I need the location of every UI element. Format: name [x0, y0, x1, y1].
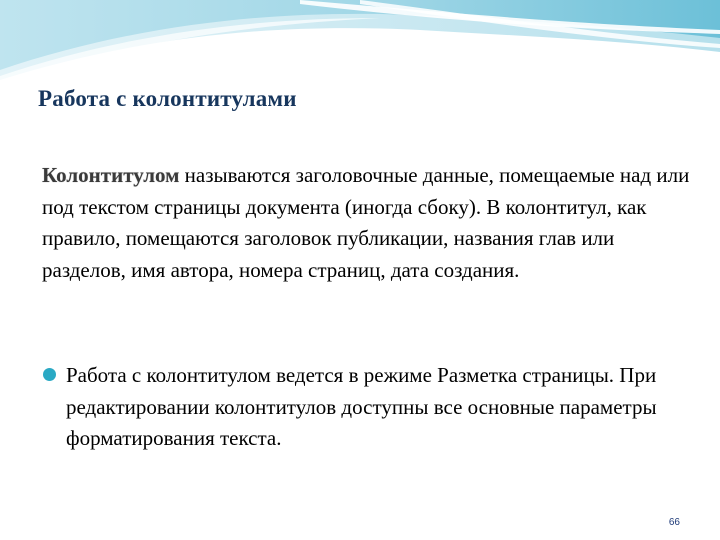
page-number: 66: [668, 517, 680, 528]
definition-paragraph: [42, 160, 692, 286]
bullet-text: Работа с колонтитулом ведется в режиме Разметка страницы. При редактировании колонтитулов доступны все основные параметры форматирования текста.: [66, 363, 657, 450]
slide-title: Работа с колонтитулами: [38, 86, 297, 111]
defined-term: Колонтитулом: [42, 163, 180, 187]
header-wave-decoration: [0, 0, 720, 90]
definition-text: называются заголовочные данные, помещаемые над или под текстом страницы документа (иногда сбоку). В колонтитул, как правило, помещаются заголовок публикации, названия глав или разделов, имя автора, номера страниц, дата создания.: [42, 163, 690, 282]
bullet-item: [42, 360, 682, 455]
bullet-dot-icon: [43, 368, 56, 381]
